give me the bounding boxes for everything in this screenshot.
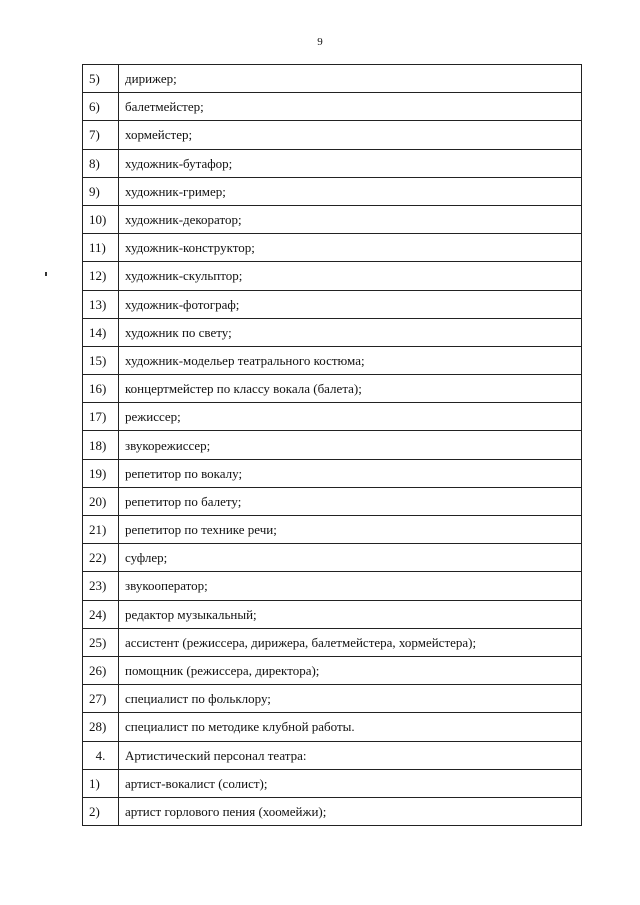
position-name: специалист по методике клубной работы.: [119, 713, 582, 741]
row-number: 22): [83, 544, 119, 572]
position-name: репетитор по балету;: [119, 487, 582, 515]
section-title: Артистический персонал театра:: [119, 741, 582, 769]
row-number: 14): [83, 318, 119, 346]
table-row: [83, 346, 582, 374]
page-number: 9: [317, 36, 323, 48]
position-name: помощник (режиссера, директора);: [119, 656, 582, 684]
position-name: художник-гример;: [119, 177, 582, 205]
table-row: [83, 93, 582, 121]
row-number: 13): [83, 290, 119, 318]
position-name: художник-бутафор;: [119, 149, 582, 177]
row-number: 20): [83, 487, 119, 515]
table-row: [83, 516, 582, 544]
position-name: редактор музыкальный;: [119, 600, 582, 628]
row-number: 16): [83, 375, 119, 403]
table-row: [83, 121, 582, 149]
row-number: 19): [83, 459, 119, 487]
table-row: [83, 262, 582, 290]
table-row: [83, 65, 582, 93]
row-number: 6): [83, 93, 119, 121]
table-row: [83, 487, 582, 515]
position-name: суфлер;: [119, 544, 582, 572]
position-name: артист горлового пения (хоомейжи);: [119, 797, 582, 825]
position-name: репетитор по вокалу;: [119, 459, 582, 487]
position-name: звукооператор;: [119, 572, 582, 600]
table-row: [83, 713, 582, 741]
row-number: 1): [83, 769, 119, 797]
table-row: [83, 459, 582, 487]
section-heading-row: [83, 741, 582, 769]
table-row: [83, 149, 582, 177]
table-row: [83, 628, 582, 656]
row-number: 5): [83, 65, 119, 93]
row-number: 4.: [83, 741, 119, 769]
row-number: 17): [83, 403, 119, 431]
position-name: художник-декоратор;: [119, 205, 582, 233]
table-row: [83, 177, 582, 205]
table-row: [83, 600, 582, 628]
row-number: 23): [83, 572, 119, 600]
table-row: [83, 431, 582, 459]
position-name: художник-скульптор;: [119, 262, 582, 290]
row-number: 25): [83, 628, 119, 656]
position-name: балетмейстер;: [119, 93, 582, 121]
table-row: [83, 685, 582, 713]
position-name: художник-фотограф;: [119, 290, 582, 318]
position-name: хормейстер;: [119, 121, 582, 149]
row-number: 28): [83, 713, 119, 741]
table-row: [83, 290, 582, 318]
row-number: 7): [83, 121, 119, 149]
row-number: 18): [83, 431, 119, 459]
table-row: [83, 403, 582, 431]
scan-mark: [45, 272, 47, 276]
position-name: репетитор по технике речи;: [119, 516, 582, 544]
position-name: специалист по фольклору;: [119, 685, 582, 713]
row-number: 27): [83, 685, 119, 713]
table-row: [83, 572, 582, 600]
position-name: художник-модельер театрального костюма;: [119, 346, 582, 374]
row-number: 21): [83, 516, 119, 544]
position-list-table: [82, 64, 582, 826]
position-list-body: [83, 65, 582, 826]
row-number: 10): [83, 205, 119, 233]
row-number: 9): [83, 177, 119, 205]
table-row: [83, 656, 582, 684]
row-number: 26): [83, 656, 119, 684]
table-row: [83, 544, 582, 572]
position-name: режиссер;: [119, 403, 582, 431]
row-number: 8): [83, 149, 119, 177]
row-number: 2): [83, 797, 119, 825]
position-name: концертмейстер по классу вокала (балета);: [119, 375, 582, 403]
position-name: дирижер;: [119, 65, 582, 93]
table-row: [83, 769, 582, 797]
table-row: [83, 375, 582, 403]
row-number: 11): [83, 234, 119, 262]
table-row: [83, 205, 582, 233]
row-number: 15): [83, 346, 119, 374]
position-name: художник по свету;: [119, 318, 582, 346]
position-name: художник-конструктор;: [119, 234, 582, 262]
row-number: 12): [83, 262, 119, 290]
table-row: [83, 318, 582, 346]
row-number: 24): [83, 600, 119, 628]
position-name: артист-вокалист (солист);: [119, 769, 582, 797]
table-row: [83, 797, 582, 825]
position-name: звукорежиссер;: [119, 431, 582, 459]
position-name: ассистент (режиссера, дирижера, балетмейстера, хормейстера);: [119, 628, 582, 656]
table-row: [83, 234, 582, 262]
